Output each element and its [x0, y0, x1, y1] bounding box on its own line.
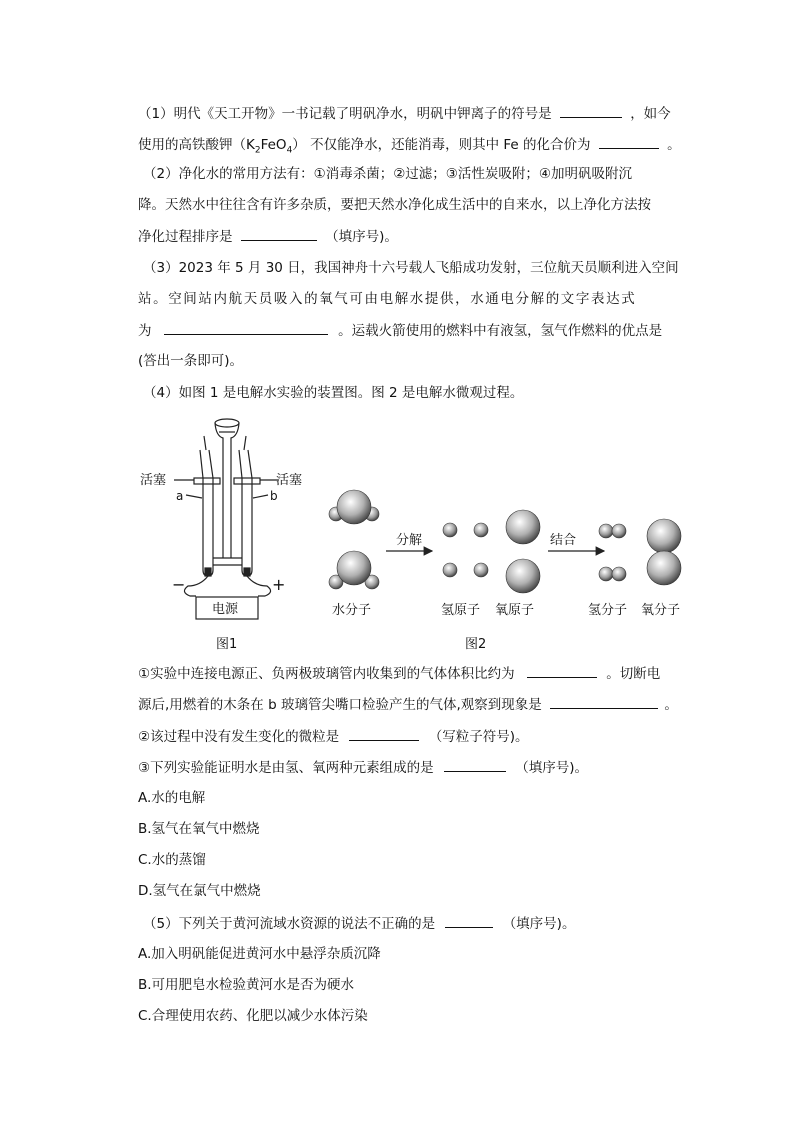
hydrogen-atom	[474, 563, 488, 577]
combine-label: 结合	[550, 533, 577, 548]
formula-part: FeO	[260, 137, 287, 153]
q1-line-1	[138, 103, 671, 123]
oxygen-atom	[506, 559, 540, 593]
answer-blank	[164, 320, 328, 335]
left-stopcock	[194, 478, 220, 484]
figure-2-process	[329, 490, 681, 593]
left-electrode	[205, 568, 211, 576]
hydrogen-atom	[443, 523, 457, 537]
decompose-label: 分解	[396, 533, 423, 548]
answer-blank	[550, 694, 658, 709]
right-glass-tube	[239, 450, 252, 576]
stopcock-label-right: 活塞	[276, 473, 303, 488]
q3-line-3	[138, 320, 662, 340]
q1-text-2: ，如今	[630, 106, 671, 122]
connector-tube	[213, 558, 242, 565]
q3-line-1: （3）2023 年 5 月 30 日，我国神舟十六号载人飞船成功发射，三位航天员顺利进入空间	[143, 260, 679, 276]
q4-option: D.氢气在氯气中燃烧	[138, 883, 261, 899]
q4-sub1-text-3: 源后,用燃着的木条在 b 玻璃管尖嘴口检验产生的气体,观察到现象是	[138, 697, 542, 713]
figure-1-labels	[140, 473, 302, 652]
left-wire	[184, 576, 208, 596]
right-wire	[247, 576, 271, 596]
q2-line-2: 降。天然水中往往含有许多杂质，要把天然水净化成生活中的自来水，以上净化方法按	[138, 197, 651, 213]
q3-line-2: 站。空间站内航天员吸入的氧气可由电解水提供，水通电分解的文字表达式	[138, 291, 637, 307]
left-glass-tube	[200, 450, 213, 576]
hydrogen-atom	[474, 523, 488, 537]
tube-label-a: a	[176, 489, 184, 503]
q4-sub1-text-4: 。	[664, 697, 678, 713]
hydrogen-molecule	[599, 567, 626, 581]
subscript: 4	[286, 145, 293, 156]
q4-sub3-text: ③下列实验能证明水是由氢、氧两种元素组成的是	[138, 760, 434, 776]
q4-sub2	[138, 726, 528, 746]
water-molecule	[329, 551, 379, 589]
q4-sub1-text-2: 。切断电	[606, 666, 661, 682]
q5-stem-text-2: （填序号)。	[502, 916, 576, 932]
q4-sub2-text-2: （写粒子符号)。	[428, 729, 529, 745]
q4-option: B.氢气在氧气中燃烧	[138, 821, 260, 837]
q1-line-2	[138, 134, 681, 154]
q4-sub2-text: ②该过程中没有发生变化的微粒是	[138, 729, 340, 745]
right-tip	[244, 436, 246, 450]
answer-blank	[527, 663, 597, 678]
answer-blank	[445, 913, 493, 928]
q1-text-4: ） 不仅能净水，还能消毒，则其中 Fe 的化合价为	[292, 137, 591, 153]
positive-terminal: +	[272, 575, 286, 594]
right-stopcock	[234, 478, 260, 484]
hydrogen-molecule-label: 氢分子	[588, 603, 628, 618]
answer-blank	[444, 757, 506, 772]
water-molecule-label: 水分子	[332, 603, 372, 618]
answer-blank	[599, 134, 659, 149]
oxygen-molecule-label: 氧分子	[641, 603, 681, 618]
q5-option: C.合理使用农药、化肥以减少水体污染	[138, 1008, 368, 1024]
q4-sub1-line-1	[138, 663, 660, 683]
figure-1-caption: 图1	[216, 637, 238, 652]
q4-sub3-text-2: （填序号)。	[515, 760, 588, 776]
tube-label-b: b	[270, 489, 278, 503]
q2-text: 净化过程排序是	[138, 229, 233, 245]
answer-blank	[560, 103, 622, 118]
figure-2-caption: 图2	[465, 637, 487, 652]
subscript: 2	[254, 145, 261, 156]
hydrogen-atom-label: 氢原子	[441, 603, 481, 618]
q4-option: C.水的蒸馏	[138, 852, 206, 868]
q5-stem-text: （5）下列关于黄河流域水资源的说法不正确的是	[143, 916, 436, 932]
figure-2-labels	[332, 532, 680, 652]
q3-line-4: (答出一条即可)。	[138, 353, 244, 369]
power-supply-label: 电源	[212, 602, 239, 617]
q1-text-3: 使用的高铁酸钾（K	[138, 137, 255, 153]
oxygen-atom-label: 氧原子	[495, 603, 535, 618]
funnel-tube	[215, 423, 239, 558]
q1-text-1: （1）明代《天工开物》一书记载了明矾净水，明矾中钾离子的符号是	[138, 106, 552, 122]
q1-text-5: 。	[667, 137, 681, 153]
answer-blank	[241, 226, 317, 241]
stopcock-label-left: 活塞	[140, 473, 167, 488]
q4-intro: （4）如图 1 是电解水实验的装置图。图 2 是电解水微观过程。	[143, 385, 524, 401]
q2-line-3	[138, 226, 398, 246]
oxygen-molecule	[647, 519, 681, 585]
funnel-rim	[215, 419, 239, 427]
q5-stem	[143, 913, 575, 933]
negative-terminal: −	[172, 575, 186, 594]
hydrogen-atom	[443, 563, 457, 577]
q3-text-2: 。运载火箭使用的燃料中有液氢，氢气作燃料的优点是	[338, 323, 663, 339]
oxygen-atom	[506, 510, 540, 544]
left-tip	[204, 436, 206, 450]
q2-text-end: （填序号)。	[325, 229, 398, 245]
hydrogen-molecule	[599, 524, 626, 538]
q2-line-1: （2）净化水的常用方法有：①消毒杀菌；②过滤；③活性炭吸附；④加明矾吸附沉	[143, 166, 632, 182]
electrolysis-figures	[130, 410, 700, 660]
figure-1-apparatus	[174, 419, 278, 619]
q5-option: B.可用肥皂水检验黄河水是否为硬水	[138, 977, 355, 993]
q4-sub1-line-2	[138, 694, 678, 714]
q3-text: 为	[138, 323, 152, 339]
q5-option: A.加入明矾能促进黄河水中悬浮杂质沉降	[138, 946, 381, 962]
answer-blank	[349, 726, 419, 741]
q4-option: A.水的电解	[138, 790, 206, 806]
q4-sub3	[138, 757, 588, 777]
right-electrode	[244, 568, 250, 576]
q4-sub1-text: ①实验中连接电源正、负两极玻璃管内收集到的气体体积比约为	[138, 666, 515, 682]
a-leader	[186, 495, 202, 498]
b-leader	[253, 495, 268, 498]
water-molecule	[329, 490, 379, 524]
